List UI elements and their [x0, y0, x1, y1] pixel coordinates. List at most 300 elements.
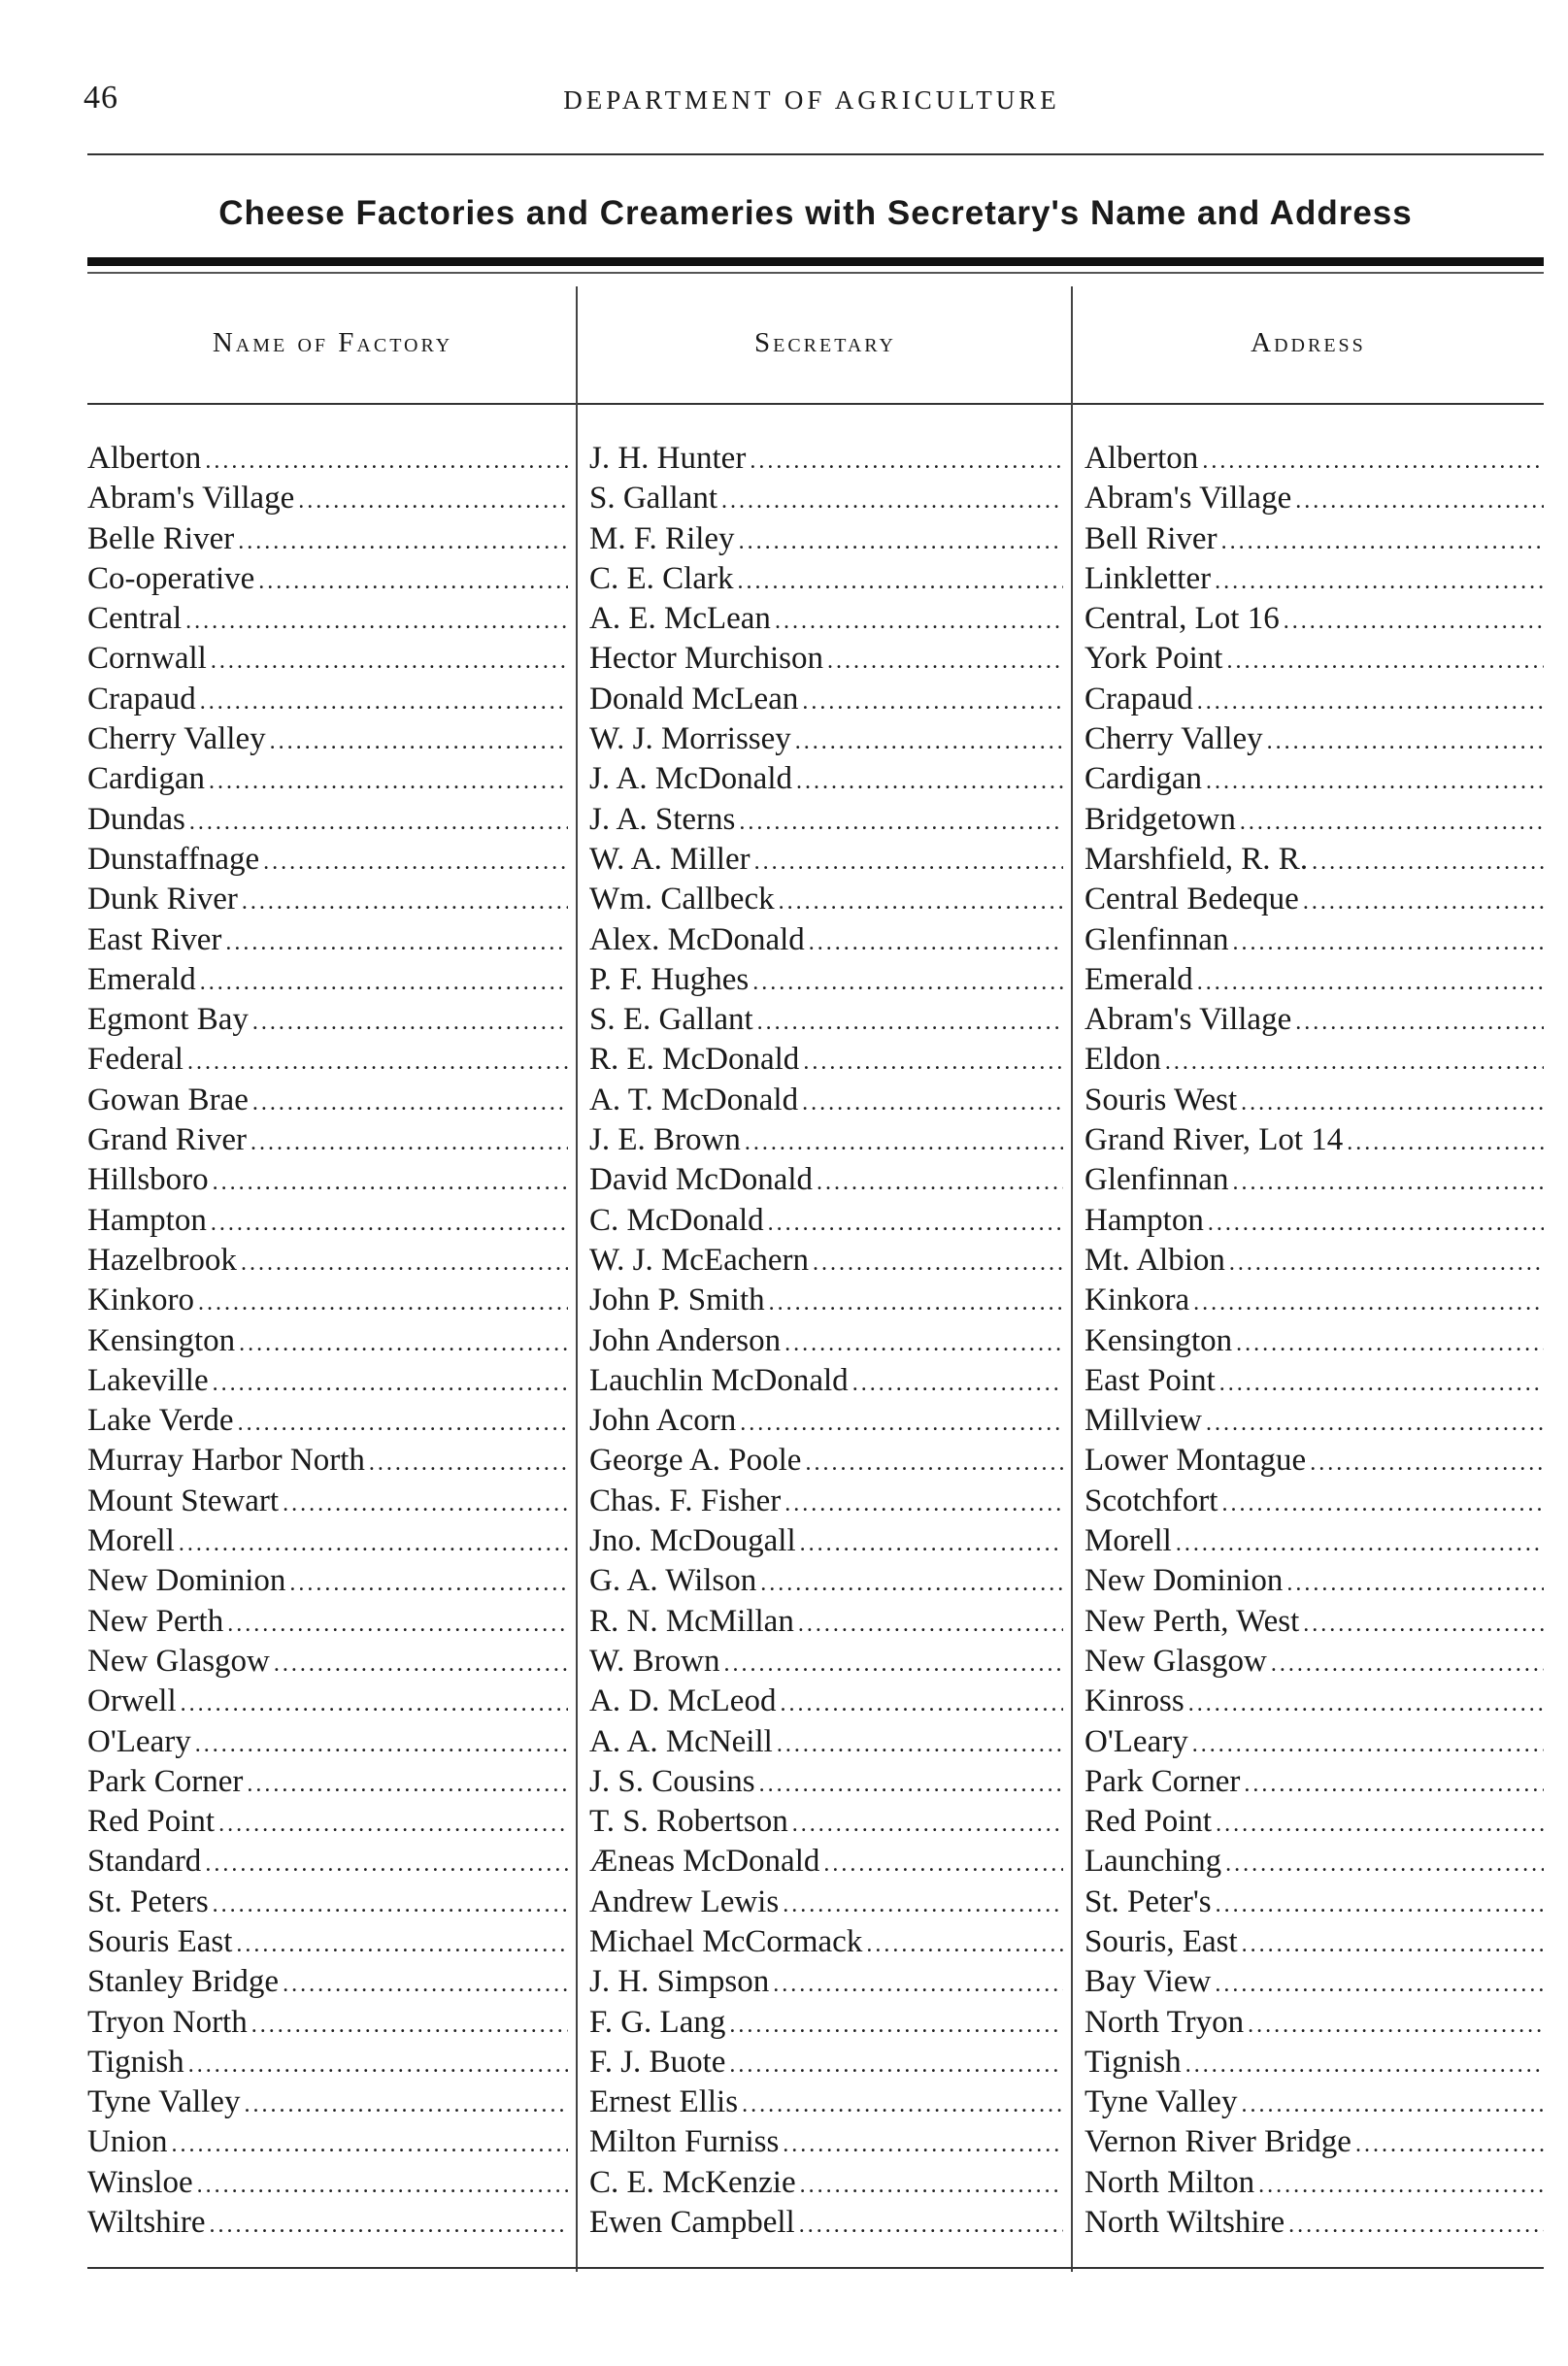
address: Cardigan [1084, 761, 1202, 797]
secretary-name: Chas. F. Fisher [589, 1483, 782, 1518]
dot-leader [181, 1684, 568, 1721]
secretary-name-cell [578, 759, 1073, 799]
address-cell [1073, 1762, 1544, 1802]
dot-leader [1229, 1244, 1544, 1281]
table-row [87, 1040, 1544, 1080]
factory-name: Cornwall [87, 641, 207, 677]
address: Glenfinnan [1084, 1162, 1229, 1198]
secretary-name-cell [578, 1602, 1073, 1642]
address-cell [1073, 880, 1544, 919]
dot-leader [205, 1845, 568, 1882]
dot-leader [200, 963, 568, 1000]
address: Bridgetown [1084, 801, 1236, 837]
factory-name: Kensington [87, 1322, 236, 1358]
address: North Tryon [1084, 2004, 1245, 2040]
factory-name-cell [87, 1000, 578, 1040]
secretary-name-cell [578, 2003, 1073, 2043]
dot-leader [745, 1123, 1063, 1160]
table-row [87, 1762, 1544, 1802]
dot-leader [189, 803, 568, 840]
factory-name-cell [87, 719, 578, 759]
dot-leader [823, 1845, 1063, 1882]
dot-leader [270, 722, 568, 759]
dot-leader [792, 1805, 1063, 1842]
table-row [87, 1962, 1544, 2002]
factory-name: Standard [87, 1844, 202, 1880]
factory-name: Lake Verde [87, 1403, 234, 1439]
address-cell [1073, 759, 1544, 799]
factory-name-cell [87, 1482, 578, 1521]
factory-name: St. Peters [87, 1883, 209, 1919]
table-row [87, 1081, 1544, 1120]
address-cell [1073, 2003, 1544, 2043]
dot-leader [1295, 1003, 1544, 1040]
dot-leader [1240, 803, 1544, 840]
factory-name-cell [87, 759, 578, 799]
column-header-factory: Name of Factory [212, 327, 453, 358]
dot-leader [750, 442, 1063, 479]
factory-name-cell [87, 1521, 578, 1561]
table-row [87, 599, 1544, 639]
secretary-name-cell [578, 1281, 1073, 1320]
table-row [87, 1321, 1544, 1361]
dot-leader [1355, 2125, 1544, 2162]
dot-leader [1267, 722, 1544, 759]
table-row [87, 1682, 1544, 1721]
address-cell [1073, 960, 1544, 1000]
address-cell [1073, 1241, 1544, 1281]
secretary-name: John Anderson [589, 1322, 782, 1358]
secretary-name: Jno. McDougall [589, 1523, 796, 1559]
address: Alberton [1084, 441, 1199, 476]
dot-leader [247, 1765, 568, 1802]
secretary-name: John Acorn [589, 1403, 737, 1439]
table-row [87, 639, 1544, 679]
address: Bell River [1084, 520, 1218, 556]
factory-name-cell [87, 1321, 578, 1361]
dot-leader [739, 522, 1063, 559]
factory-name-cell [87, 1602, 578, 1642]
factory-name-cell [87, 1762, 578, 1802]
bottom-rule [87, 2267, 1544, 2269]
table-row [87, 1201, 1544, 1241]
secretary-name: Milton Furniss [589, 2124, 780, 2160]
dot-leader [258, 562, 568, 599]
secretary-name-cell [578, 2043, 1073, 2083]
dot-leader [800, 1524, 1063, 1561]
address: Linkletter [1084, 560, 1212, 596]
dot-leader [817, 1163, 1063, 1200]
dot-leader [283, 1965, 568, 2002]
table-row [87, 800, 1544, 840]
secretary-name-cell [578, 1802, 1073, 1842]
secretary-name-cell [578, 1762, 1073, 1802]
address: Tignish [1084, 2044, 1182, 2080]
address-cell [1073, 719, 1544, 759]
dot-leader [239, 1324, 568, 1361]
factory-name: Grand River [87, 1122, 248, 1158]
dot-leader [1258, 2166, 1544, 2203]
address: Emerald [1084, 961, 1193, 997]
secretary-name-cell [578, 1201, 1073, 1241]
factory-name-cell [87, 1802, 578, 1842]
address-cell [1073, 1802, 1544, 1842]
dot-leader [1192, 1725, 1544, 1762]
dot-leader [1226, 642, 1544, 679]
secretary-name: R. E. McDonald [589, 1042, 800, 1078]
factory-name-cell [87, 1401, 578, 1441]
secretary-name-cell [578, 1922, 1073, 1962]
factory-name: East River [87, 921, 222, 957]
dot-leader [783, 1885, 1063, 1922]
table-row [87, 2043, 1544, 2083]
secretary-name: Andrew Lewis [589, 1883, 780, 1919]
factory-name-cell [87, 1081, 578, 1120]
secretary-name: W. J. McEachern [589, 1242, 810, 1278]
address-cell [1073, 2163, 1544, 2203]
address-cell [1073, 1682, 1544, 1721]
dot-leader [1288, 2206, 1544, 2243]
table-row [87, 960, 1544, 1000]
address: Grand River, Lot 14 [1084, 1122, 1344, 1158]
dot-leader [1176, 1524, 1544, 1561]
table-row [87, 680, 1544, 719]
dot-leader [1221, 522, 1544, 559]
secretary-name-cell [578, 1040, 1073, 1080]
address-cell [1073, 1883, 1544, 1922]
address-cell [1073, 1201, 1544, 1241]
factory-name-cell [87, 2083, 578, 2122]
address: Vernon River Bridge [1084, 2124, 1351, 2160]
dot-leader [198, 1283, 568, 1320]
secretary-name: S. E. Gallant [589, 1002, 753, 1038]
table-row [87, 2003, 1544, 2043]
address: Souris West [1084, 1082, 1238, 1117]
address: Bay View [1084, 1964, 1212, 2000]
address-cell [1073, 1642, 1544, 1682]
address: Souris, East [1084, 1923, 1238, 1959]
address-cell [1073, 1401, 1544, 1441]
address: Abram's Village [1084, 1002, 1292, 1038]
table-row [87, 1561, 1544, 1601]
factory-name: Belle River [87, 520, 235, 556]
factory-name: Tryon North [87, 2004, 248, 2040]
dot-leader [1241, 2085, 1544, 2122]
table-row [87, 1602, 1544, 1642]
address: Cherry Valley [1084, 721, 1263, 757]
factory-name: New Dominion [87, 1563, 286, 1599]
factory-name-cell [87, 559, 578, 599]
secretary-name: C. E. McKenzie [589, 2164, 796, 2200]
secretary-name: Æneas McDonald [589, 1844, 820, 1880]
secretary-name-cell [578, 1120, 1073, 1160]
factory-name-cell [87, 1160, 578, 1200]
address-cell [1073, 639, 1544, 679]
address-cell [1073, 1482, 1544, 1521]
address-cell [1073, 479, 1544, 518]
factory-name: Cherry Valley [87, 721, 266, 757]
factory-name: Egmont Bay [87, 1002, 249, 1038]
address: Marshfield, R. R. [1084, 841, 1309, 877]
address-cell [1073, 1441, 1544, 1481]
dot-leader [1242, 1925, 1544, 1962]
dot-leader [742, 2085, 1063, 2122]
factory-name: Winsloe [87, 2164, 193, 2200]
secretary-name-cell [578, 840, 1073, 880]
dot-leader [209, 762, 568, 799]
table-row [87, 1441, 1544, 1481]
dot-leader [1215, 562, 1544, 599]
address: Lower Montague [1084, 1443, 1307, 1479]
secretary-name-cell [578, 1321, 1073, 1361]
dot-leader [369, 1444, 568, 1481]
address: York Point [1084, 641, 1223, 677]
address-cell [1073, 1962, 1544, 2002]
dot-leader [1206, 1404, 1544, 1441]
secretary-name-cell [578, 559, 1073, 599]
factory-name-cell [87, 840, 578, 880]
dot-leader [1303, 1605, 1544, 1642]
table-row [87, 880, 1544, 919]
dot-leader [1286, 1564, 1544, 1601]
secretary-name: W. A. Miller [589, 841, 751, 877]
secretary-name: Wm. Callbeck [589, 882, 775, 917]
address-cell [1073, 1722, 1544, 1762]
address-cell [1073, 1321, 1544, 1361]
factory-name: Murray Harbor North [87, 1443, 365, 1479]
dot-leader [209, 2206, 568, 2243]
secretary-name: J. S. Cousins [589, 1763, 755, 1799]
address: Tyne Valley [1084, 2084, 1238, 2120]
secretary-name-cell [578, 439, 1073, 479]
table-row [87, 1802, 1544, 1842]
address: Kinross [1084, 1683, 1184, 1719]
table-row [87, 1842, 1544, 1882]
table-row [87, 1281, 1544, 1320]
address-cell [1073, 1922, 1544, 1962]
dot-leader [195, 1725, 568, 1762]
dot-leader [827, 642, 1063, 679]
dot-leader [779, 883, 1063, 919]
secretary-name: J. A. Sterns [589, 801, 736, 837]
factory-name-cell [87, 479, 578, 518]
secretary-name-cell [578, 1441, 1073, 1481]
factory-name-cell [87, 1441, 578, 1481]
dot-leader [759, 1765, 1063, 1802]
factory-name-cell [87, 1040, 578, 1080]
factory-name: O'Leary [87, 1723, 191, 1759]
factory-name-cell [87, 1682, 578, 1721]
table-row [87, 719, 1544, 759]
dot-leader [796, 762, 1063, 799]
address-cell [1073, 840, 1544, 880]
table-row [87, 1000, 1544, 1040]
secretary-name: Alex. McDonald [589, 921, 805, 957]
address: New Dominion [1084, 1563, 1284, 1599]
dot-leader [784, 1484, 1063, 1521]
dot-leader [783, 2125, 1063, 2162]
address-cell [1073, 1000, 1544, 1040]
dot-leader [298, 482, 568, 518]
address-cell [1073, 1561, 1544, 1601]
dot-leader [213, 1364, 568, 1401]
dot-leader [784, 1324, 1063, 1361]
secretary-name-cell [578, 880, 1073, 919]
factory-name-cell [87, 1241, 578, 1281]
dot-leader [809, 923, 1063, 960]
dot-leader [1241, 1083, 1544, 1120]
factory-name-cell [87, 880, 578, 919]
dot-leader [200, 683, 568, 719]
address-cell [1073, 680, 1544, 719]
address: Red Point [1084, 1804, 1213, 1840]
dot-leader [1232, 923, 1544, 960]
dot-leader [172, 2125, 569, 2162]
secretary-name: S. Gallant [589, 481, 717, 517]
factory-name-cell [87, 800, 578, 840]
address: Scotchfort [1084, 1483, 1218, 1518]
dot-leader [205, 442, 568, 479]
address: Park Corner [1084, 1763, 1241, 1799]
secretary-name: T. S. Robertson [589, 1804, 788, 1840]
secretary-name: A. A. McNeill [589, 1723, 773, 1759]
address-cell [1073, 1281, 1544, 1320]
address-cell [1073, 519, 1544, 559]
table-row [87, 1922, 1544, 1962]
address: Hampton [1084, 1202, 1204, 1238]
secretary-name-cell [578, 719, 1073, 759]
factory-name-cell [87, 1883, 578, 1922]
address: North Milton [1084, 2164, 1255, 2200]
secretary-name: J. E. Brown [589, 1122, 741, 1158]
dot-leader [1202, 442, 1544, 479]
address: East Point [1084, 1362, 1216, 1398]
dot-leader [777, 1725, 1063, 1762]
factory-name: Stanley Bridge [87, 1964, 280, 2000]
secretary-name: C. E. Clark [589, 560, 734, 596]
table-row [87, 1883, 1544, 1922]
dot-leader [1219, 1364, 1544, 1401]
secretary-name-cell [578, 800, 1073, 840]
dot-leader [1188, 1684, 1544, 1721]
dot-leader [211, 642, 568, 679]
factory-name: Gowan Brae [87, 1082, 249, 1117]
running-head: DEPARTMENT OF AGRICULTURE [563, 85, 1060, 115]
factory-name: Dunstaffnage [87, 841, 260, 877]
factory-name: Dundas [87, 801, 185, 837]
dot-leader [1284, 602, 1544, 639]
dot-leader [289, 1564, 568, 1601]
factory-name: Hillsboro [87, 1162, 209, 1198]
dot-leader [739, 803, 1063, 840]
address: New Perth, West [1084, 1603, 1300, 1639]
secretary-name: A. T. McDonald [589, 1082, 799, 1117]
secretary-name-cell [578, 2083, 1073, 2122]
table-row [87, 1521, 1544, 1561]
factory-name-cell [87, 1922, 578, 1962]
dot-leader [1232, 1163, 1544, 1200]
table-body [87, 439, 1544, 2243]
secretary-name: M. F. Riley [589, 520, 735, 556]
secretary-name-cell [578, 1482, 1073, 1521]
dot-leader [800, 2166, 1063, 2203]
secretary-name-cell [578, 960, 1073, 1000]
factory-name: Cardigan [87, 761, 205, 797]
factory-name-cell [87, 639, 578, 679]
address: Morell [1084, 1523, 1172, 1559]
secretary-name: A. E. McLean [589, 601, 771, 637]
secretary-name-cell [578, 1883, 1073, 1922]
secretary-name: W. J. Morrissey [589, 721, 791, 757]
address-cell [1073, 1160, 1544, 1200]
factory-name-cell [87, 2043, 578, 2083]
dot-leader [802, 683, 1063, 719]
address: Mt. Albion [1084, 1242, 1225, 1278]
secretary-name: John P. Smith [589, 1283, 765, 1318]
factory-name-cell [87, 2163, 578, 2203]
secretary-name: Michael McCormack [589, 1923, 863, 1959]
address: Glenfinnan [1084, 921, 1229, 957]
factory-name: Hazelbrook [87, 1242, 237, 1278]
table-row [87, 840, 1544, 880]
dot-leader [1236, 1324, 1544, 1361]
secretary-name-cell [578, 479, 1073, 518]
factory-name: Wiltshire [87, 2205, 206, 2241]
dot-leader [213, 1885, 568, 1922]
dot-leader [760, 1564, 1063, 1601]
factory-name: Morell [87, 1523, 175, 1559]
dot-leader [252, 1003, 568, 1040]
secretary-name: R. N. McMillan [589, 1603, 794, 1639]
secretary-name: J. H. Hunter [589, 441, 747, 476]
factory-name: Co-operative [87, 560, 255, 596]
dot-leader [1303, 883, 1544, 919]
address-cell [1073, 800, 1544, 840]
factory-name: Emerald [87, 961, 196, 997]
address-cell [1073, 2122, 1544, 2162]
factory-name-cell [87, 599, 578, 639]
table-row [87, 920, 1544, 960]
secretary-name-cell [578, 599, 1073, 639]
table-row [87, 559, 1544, 599]
address-cell [1073, 599, 1544, 639]
secretary-name-cell [578, 920, 1073, 960]
secretary-name: J. H. Simpson [589, 1964, 770, 2000]
dot-leader [1244, 1765, 1544, 1802]
secretary-name-cell [578, 519, 1073, 559]
dot-leader [242, 883, 568, 919]
dot-leader [251, 2006, 568, 2043]
secretary-name-cell [578, 1081, 1073, 1120]
secretary-name-cell [578, 2203, 1073, 2243]
dot-leader [754, 843, 1063, 880]
dot-leader [274, 1645, 568, 1682]
header-rule [87, 153, 1544, 155]
dot-leader [179, 1524, 568, 1561]
dot-leader [1216, 1885, 1544, 1922]
dot-leader [1197, 963, 1544, 1000]
dot-leader [225, 923, 568, 960]
secretary-name-cell [578, 1561, 1073, 1601]
table-row [87, 2122, 1544, 2162]
title-thick-rule [87, 257, 1544, 266]
column-header-row [87, 286, 1544, 403]
secretary-name-cell [578, 1521, 1073, 1561]
dot-leader [241, 1244, 568, 1281]
dot-leader [1208, 1204, 1544, 1241]
address: Central, Lot 16 [1084, 601, 1280, 637]
dot-leader [769, 1283, 1063, 1320]
